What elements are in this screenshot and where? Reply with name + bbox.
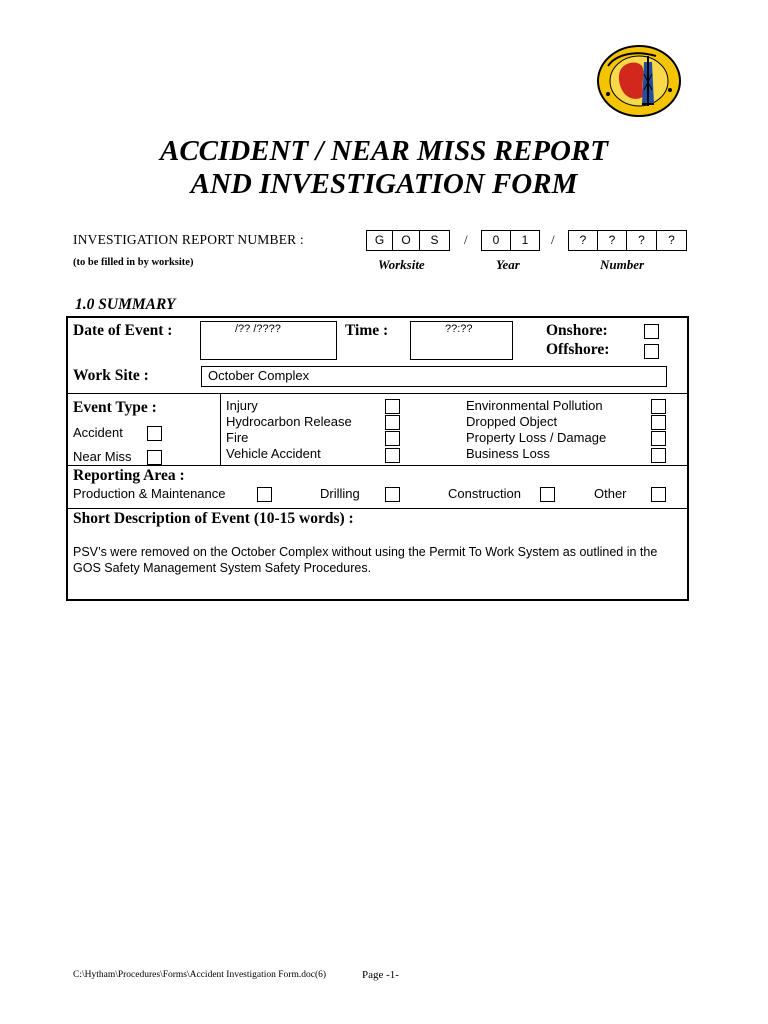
event-type-vehicle-accident: Vehicle Accident [226,446,321,461]
date-of-event-field[interactable] [200,321,337,360]
injury-checkbox[interactable] [385,399,400,414]
report-number-note: (to be filled in by worksite) [73,257,194,268]
footer-page-number: Page -1- [362,969,399,981]
caption-number: Number [600,257,645,272]
area-drilling: Drilling [320,486,360,501]
time-value: ??:?? [445,323,473,335]
worksite-cell-1[interactable]: G [366,230,393,251]
divider-2 [66,465,689,466]
reporting-area-label: Reporting Area : [73,467,185,484]
event-type-environmental-pollution: Environmental Pollution [466,398,603,413]
separator-2: / [551,232,555,247]
production-maintenance-checkbox[interactable] [257,487,272,502]
year-cell-1[interactable]: 0 [481,230,511,251]
section-title-summary: 1.0 SUMMARY [75,296,176,313]
other-checkbox[interactable] [651,487,666,502]
date-of-event-label: Date of Event : [73,322,173,339]
hydrocarbon-release-checkbox[interactable] [385,415,400,430]
year-cell-2[interactable]: 1 [510,230,540,251]
event-type-hydrocarbon-release: Hydrocarbon Release [226,414,352,429]
number-cell-4[interactable]: ? [656,230,687,251]
area-other: Other [594,486,627,501]
event-type-business-loss: Business Loss [466,446,550,461]
worksite-cell-2[interactable]: O [392,230,420,251]
company-logo [596,44,682,118]
footer-file-path: C:\Hytham\Procedures\Forms\Accident Investigation Form.doc(6) [73,970,327,980]
form-title-line-2: AND INVESTIGATION FORM [190,168,578,200]
divider-1 [66,393,689,394]
caption-year: Year [496,257,520,272]
report-number-label: INVESTIGATION REPORT NUMBER : [73,232,304,247]
separator-1: / [464,232,468,247]
short-description-text: PSV’s were removed on the October Complex without using the Permit To Work System as outlined in the GOS Safety Management System Safety Procedures. [73,545,658,575]
event-type-dropped-object: Dropped Object [466,414,558,429]
event-type-divider [220,393,221,465]
fire-checkbox[interactable] [385,431,400,446]
number-cell-2[interactable]: ? [597,230,627,251]
offshore-checkbox[interactable] [644,344,659,359]
vehicle-accident-checkbox[interactable] [385,448,400,463]
time-label: Time : [345,322,389,339]
area-production-maintenance: Production & Maintenance [73,486,226,501]
event-type-label: Event Type : [73,399,157,416]
number-cell-1[interactable]: ? [568,230,598,251]
event-type-injury: Injury [226,398,258,413]
worksite-cell-3[interactable]: S [419,230,450,251]
accident-checkbox[interactable] [147,426,162,441]
onshore-checkbox[interactable] [644,324,659,339]
time-field[interactable] [410,321,513,360]
event-type-near-miss: Near Miss [73,449,132,464]
event-type-accident: Accident [73,425,123,440]
event-type-fire: Fire [226,430,249,445]
environmental-pollution-checkbox[interactable] [651,399,666,414]
work-site-field[interactable]: October Complex [201,366,667,387]
number-cell-3[interactable]: ? [626,230,657,251]
event-type-property-loss: Property Loss / Damage [466,430,607,445]
date-of-event-value: /?? /???? [235,323,281,335]
construction-checkbox[interactable] [540,487,555,502]
dropped-object-checkbox[interactable] [651,415,666,430]
divider-3 [66,508,689,509]
area-construction: Construction [448,486,521,501]
work-site-label: Work Site : [73,367,149,384]
form-title-line-1: ACCIDENT / NEAR MISS REPORT [159,135,608,167]
drilling-checkbox[interactable] [385,487,400,502]
near-miss-checkbox[interactable] [147,450,162,465]
business-loss-checkbox[interactable] [651,448,666,463]
onshore-label: Onshore: [546,322,608,339]
short-description-label: Short Description of Event (10-15 words) : [73,510,354,527]
property-loss-checkbox[interactable] [651,431,666,446]
offshore-label: Offshore: [546,341,610,358]
caption-worksite: Worksite [378,257,425,272]
